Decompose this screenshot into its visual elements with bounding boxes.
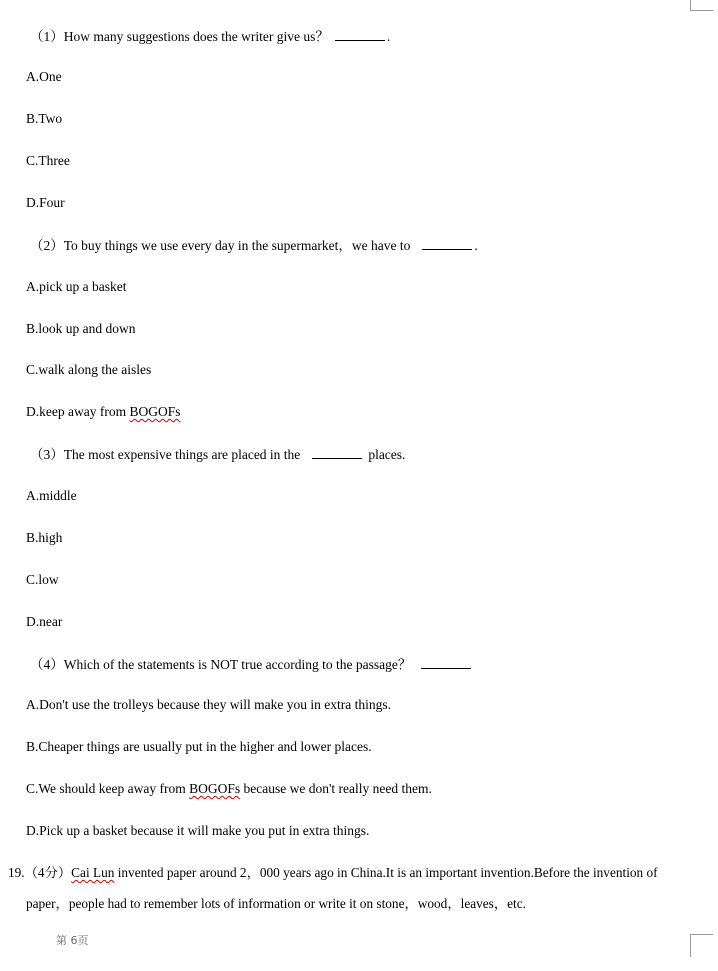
page-number: 第 6页: [56, 934, 89, 947]
question-3-stem: （3）The most expensive things are placed in the places.: [30, 447, 406, 462]
question-4-stem: （4）Which of the statements is NOT true according to the passage？: [30, 656, 473, 673]
option: B.look up and down: [26, 321, 136, 336]
option: B.Two: [26, 111, 63, 126]
option: D.Four: [26, 195, 65, 210]
option-text: D.keep away from BOGOFs: [26, 404, 181, 419]
spellcheck-word: BOGOFs: [129, 404, 181, 419]
option: B.high: [26, 530, 63, 545]
option: A.middle: [26, 488, 77, 503]
option: A.pick up a basket: [26, 279, 127, 294]
person-name: Cai Lun: [71, 865, 115, 880]
question-19-line-1: 19.（4分）Cai Lun invented paper around 2，000 years ago in China.It is an important invention.Before the invention of: [8, 865, 658, 880]
question-2-stem: （2）To buy things we use every day in the supermarket，we have to .: [30, 238, 478, 253]
option: C.We should keep away from BOGOFs because we don't really need them.: [26, 781, 432, 796]
question-number: 19.: [8, 865, 25, 880]
answer-blank: [312, 446, 362, 459]
spellcheck-word: BOGOFs: [189, 781, 241, 796]
option: C.low: [26, 572, 59, 587]
answer-blank: [422, 237, 472, 250]
option: A.One: [26, 69, 62, 84]
answer-blank: [335, 28, 385, 41]
option: D.Pick up a basket because it will make you put in extra things.: [26, 823, 370, 838]
option: B.Cheaper things are usually put in the higher and lower places.: [26, 739, 372, 754]
option: [26, 404, 180, 420]
question-score: （4分）: [24, 865, 72, 880]
answer-blank: [421, 656, 471, 669]
option: C.Three: [26, 153, 70, 168]
question-19-line-2: paper，people had to remember lots of information or write it on stone，wood，leaves，etc.: [26, 896, 526, 911]
option: D.near: [26, 614, 63, 629]
option: C.walk along the aisles: [26, 362, 152, 377]
option: A.Don't use the trolleys because they will make you in extra things.: [26, 697, 391, 712]
crop-mark-bottom-right: [690, 934, 713, 957]
question-1-stem: （1）How many suggestions does the writer give us？ .: [30, 29, 391, 44]
crop-mark-top-right: [690, 0, 713, 11]
